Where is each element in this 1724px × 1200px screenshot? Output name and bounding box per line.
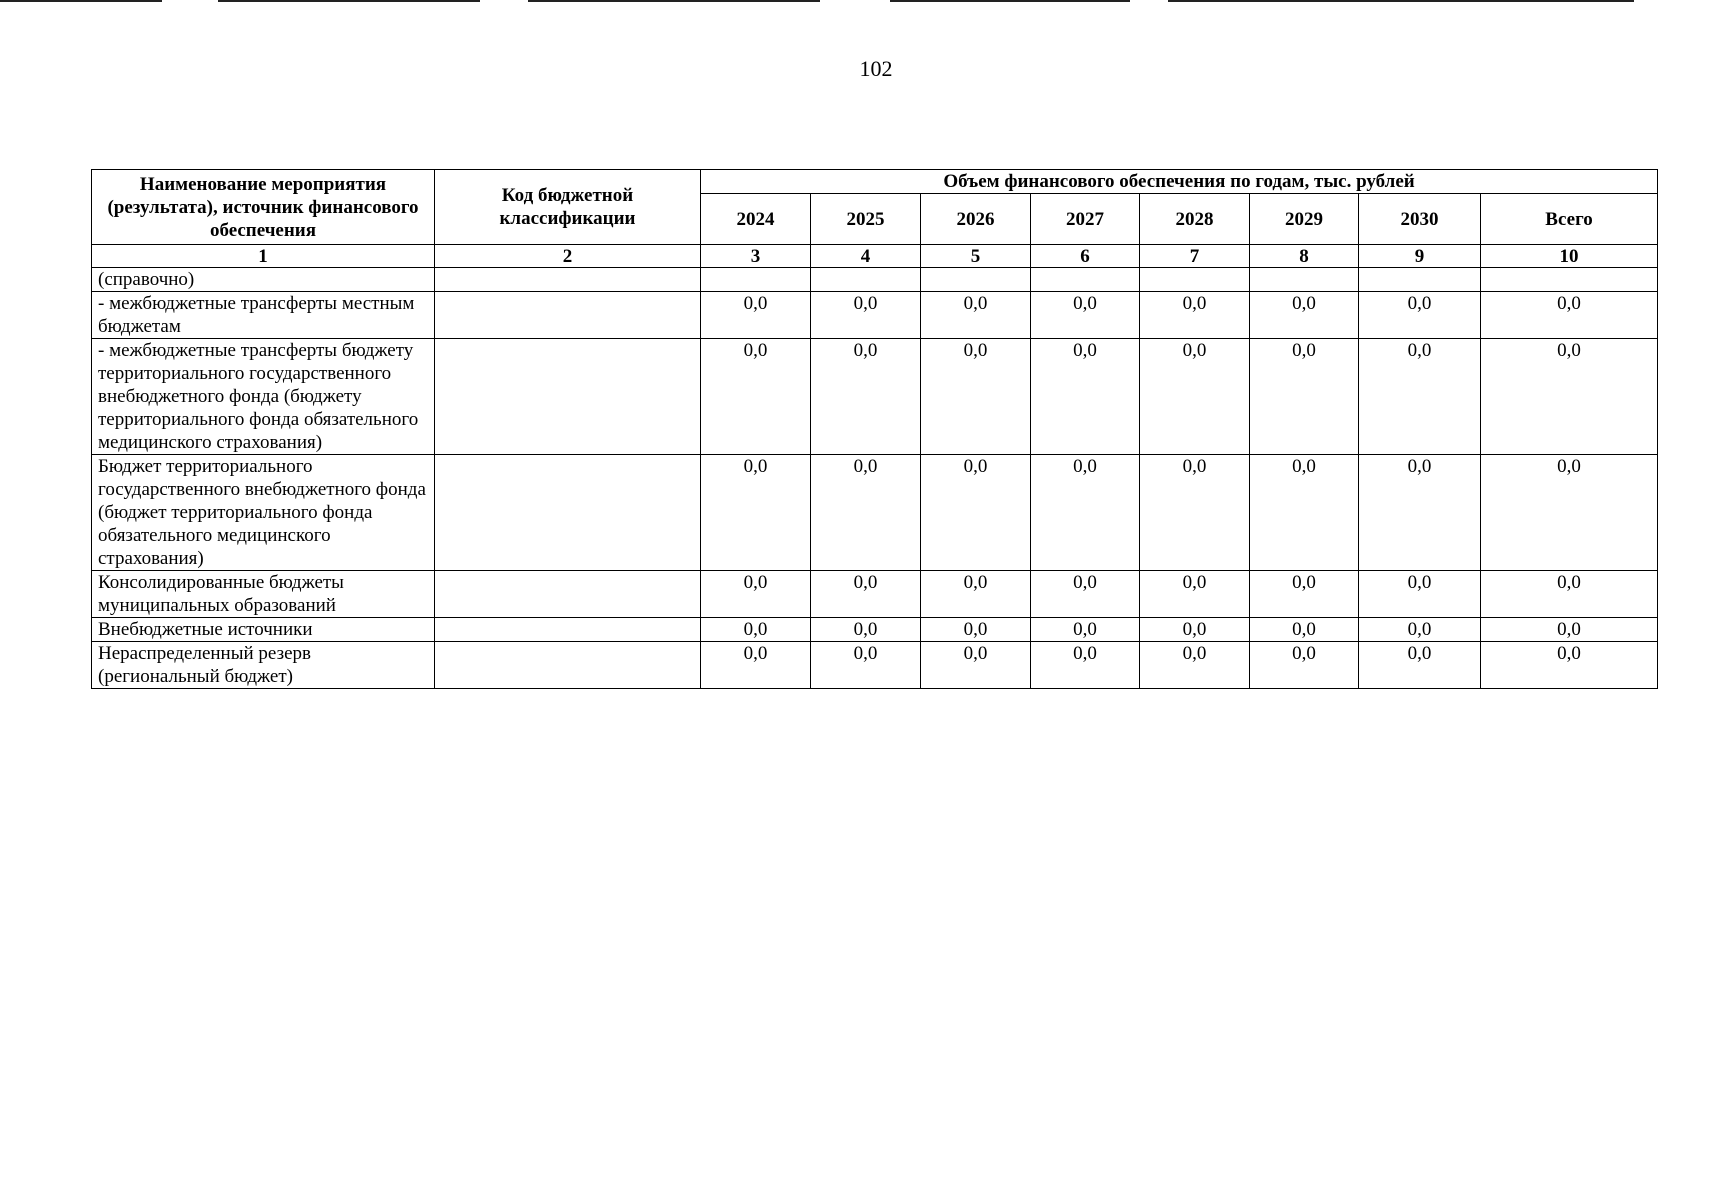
row-name: Нераспределенный резерв (региональный бюджет)	[92, 642, 435, 689]
row-name: (справочно)	[92, 268, 435, 292]
value-cell	[811, 268, 921, 292]
header-code: Код бюджетной классификации	[435, 170, 701, 245]
column-number: 4	[811, 245, 921, 268]
table-row	[92, 292, 1658, 339]
value-cell	[1140, 268, 1250, 292]
value-cell: 0,0	[921, 339, 1031, 455]
value-cell: 0,0	[701, 571, 811, 618]
value-cell	[1481, 268, 1658, 292]
row-code	[435, 571, 701, 618]
header-year: 2026	[921, 194, 1031, 245]
row-name: Внебюджетные источники	[92, 618, 435, 642]
page-number: 102	[859, 56, 893, 81]
value-cell: 0,0	[1359, 292, 1481, 339]
value-cell: 0,0	[701, 455, 811, 571]
table-row	[92, 642, 1658, 689]
value-cell: 0,0	[921, 642, 1031, 689]
value-cell: 0,0	[811, 339, 921, 455]
row-name: - межбюджетные трансферты местным бюджетам	[92, 292, 435, 339]
value-cell: 0,0	[921, 571, 1031, 618]
header-year: 2028	[1140, 194, 1250, 245]
value-cell: 0,0	[1359, 339, 1481, 455]
row-code	[435, 292, 701, 339]
table-row	[92, 571, 1658, 618]
value-cell: 0,0	[1031, 339, 1140, 455]
value-cell: 0,0	[1140, 292, 1250, 339]
column-number: 10	[1481, 245, 1658, 268]
value-cell: 0,0	[1140, 339, 1250, 455]
header-volume: Объем финансового обеспечения по годам, тыс. рублей	[701, 170, 1658, 194]
column-number: 2	[435, 245, 701, 268]
value-cell: 0,0	[811, 292, 921, 339]
column-number: 3	[701, 245, 811, 268]
row-code	[435, 268, 701, 292]
value-cell: 0,0	[1250, 339, 1359, 455]
value-cell: 0,0	[1140, 571, 1250, 618]
value-cell: 0,0	[921, 618, 1031, 642]
row-name: Бюджет территориального государственного внебюджетного фонда (бюджет территориального фонда обязательного медицинского страхования)	[92, 455, 435, 571]
row-code	[435, 455, 701, 571]
table-row	[92, 455, 1658, 571]
header-year: 2025	[811, 194, 921, 245]
value-cell: 0,0	[701, 642, 811, 689]
value-cell: 0,0	[811, 618, 921, 642]
value-cell: 0,0	[1031, 571, 1140, 618]
value-cell: 0,0	[1250, 642, 1359, 689]
column-number: 6	[1031, 245, 1140, 268]
value-cell: 0,0	[811, 571, 921, 618]
row-name: - межбюджетные трансферты бюджету территориального государственного внебюджетного фонда (бюджету территориального фонда обязательного медицинского страхования)	[92, 339, 435, 455]
header-year: 2030	[1359, 194, 1481, 245]
header-name: Наименование мероприятия (результата), источник финансового обеспечения	[92, 170, 435, 245]
column-number: 1	[92, 245, 435, 268]
row-name: Консолидированные бюджеты муниципальных образований	[92, 571, 435, 618]
value-cell: 0,0	[811, 455, 921, 571]
value-cell: 0,0	[1481, 339, 1658, 455]
value-cell: 0,0	[1481, 618, 1658, 642]
value-cell: 0,0	[1359, 618, 1481, 642]
column-number: 9	[1359, 245, 1481, 268]
column-number: 7	[1140, 245, 1250, 268]
value-cell: 0,0	[1250, 455, 1359, 571]
table-row	[92, 268, 1658, 292]
value-cell: 0,0	[1140, 455, 1250, 571]
value-cell: 0,0	[1031, 292, 1140, 339]
value-cell: 0,0	[1140, 642, 1250, 689]
value-cell: 0,0	[701, 292, 811, 339]
value-cell: 0,0	[921, 292, 1031, 339]
value-cell: 0,0	[701, 618, 811, 642]
value-cell: 0,0	[1359, 642, 1481, 689]
header-year: 2024	[701, 194, 811, 245]
table-row	[92, 339, 1658, 455]
value-cell: 0,0	[1031, 642, 1140, 689]
value-cell: 0,0	[1481, 642, 1658, 689]
scan-edge-line	[0, 0, 162, 2]
budget-table	[91, 169, 1658, 689]
scan-edge-line	[890, 0, 1130, 2]
value-cell: 0,0	[1481, 455, 1658, 571]
scan-edge-line	[528, 0, 820, 2]
value-cell: 0,0	[811, 642, 921, 689]
value-cell: 0,0	[1250, 618, 1359, 642]
header-total: Всего	[1481, 194, 1658, 245]
value-cell: 0,0	[1359, 455, 1481, 571]
value-cell: 0,0	[921, 455, 1031, 571]
scan-edge-line	[218, 0, 480, 2]
value-cell: 0,0	[701, 339, 811, 455]
value-cell	[1359, 268, 1481, 292]
row-code	[435, 642, 701, 689]
row-code	[435, 618, 701, 642]
column-number: 8	[1250, 245, 1359, 268]
column-number: 5	[921, 245, 1031, 268]
value-cell: 0,0	[1359, 571, 1481, 618]
value-cell: 0,0	[1031, 618, 1140, 642]
value-cell	[1250, 268, 1359, 292]
header-year: 2027	[1031, 194, 1140, 245]
value-cell	[701, 268, 811, 292]
value-cell: 0,0	[1481, 292, 1658, 339]
value-cell: 0,0	[1140, 618, 1250, 642]
value-cell: 0,0	[1481, 571, 1658, 618]
value-cell: 0,0	[1250, 292, 1359, 339]
row-code	[435, 339, 701, 455]
value-cell: 0,0	[1250, 571, 1359, 618]
value-cell: 0,0	[1031, 455, 1140, 571]
value-cell	[1031, 268, 1140, 292]
value-cell	[921, 268, 1031, 292]
table-row	[92, 618, 1658, 642]
scan-edge-line	[1168, 0, 1634, 2]
header-year: 2029	[1250, 194, 1359, 245]
